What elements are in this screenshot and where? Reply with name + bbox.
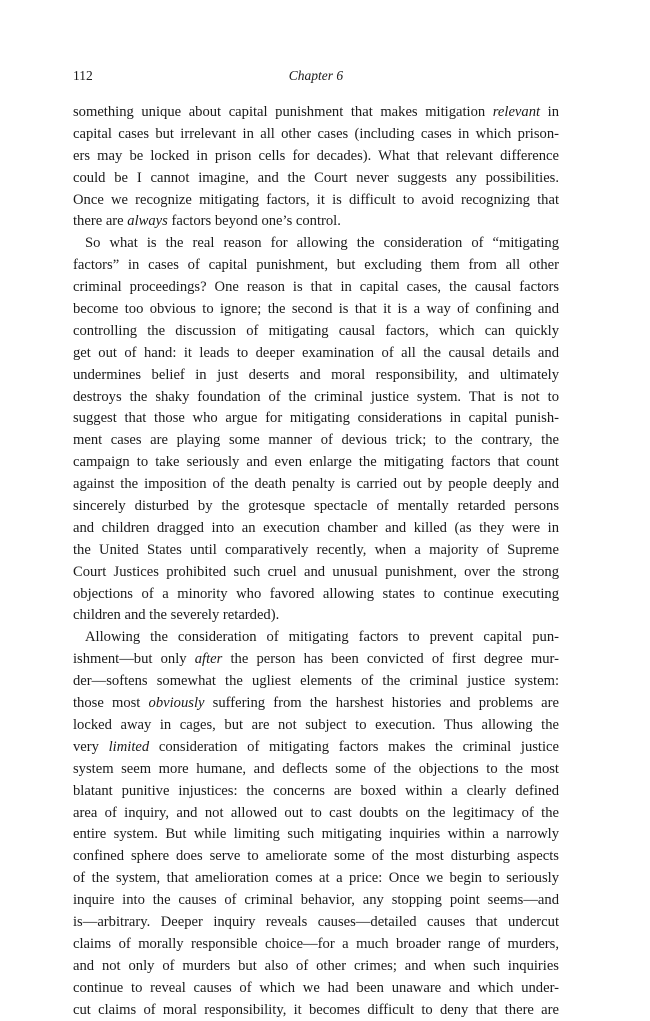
text-line: is—arbitrary. Deeper inquiry reveals causes—detailed causes that undercut xyxy=(73,913,559,930)
text-line: continue to reveal causes of which we had been unaware and which under- xyxy=(73,979,559,996)
text-line: Court Justices prohibited such cruel and unusual punishment, over the strong xyxy=(73,563,559,580)
text-line: suggest that those who argue for mitigating considerations in capital punish- xyxy=(73,410,559,427)
text-line: system seem more humane, and deflects some of the objections to the most xyxy=(73,760,559,777)
text-line: and not only of murders but also of other crimes; and when such inquiries xyxy=(73,957,559,974)
text-line: campaign to take seriously and even enlarge the mitigating factors that count xyxy=(73,454,559,471)
text-line: the United States until comparatively recently, when a majority of Supreme xyxy=(73,541,559,558)
page-header xyxy=(73,68,559,88)
text-line: controlling the discussion of mitigating causal factors, which can quickly xyxy=(73,322,559,339)
text-line: inquire into the causes of criminal behavior, any stopping point seems—and xyxy=(73,892,559,909)
text-line: blatant punitive injustices: the concerns are boxed within a clearly defined xyxy=(73,782,559,799)
text-line: against the imposition of the death penalty is carried out by people deeply and xyxy=(73,476,559,493)
text-line: and children dragged into an execution chamber and killed (as they were in xyxy=(73,519,559,536)
text-line: sincerely disturbed by the grotesque spectacle of mentally retarded persons xyxy=(73,498,559,515)
text-line: become too obvious to ignore; the second is that it is a way of confining and xyxy=(73,301,559,318)
text-line: Allowing the consideration of mitigating factors to prevent capital pun- xyxy=(85,629,559,646)
text-line: get out of hand: it leads to deeper examination of all the causal details and xyxy=(73,344,559,361)
text-line: So what is the real reason for allowing the consideration of “mitigating xyxy=(85,235,559,252)
text-line: factors” in cases of capital punishment, but excluding them from all other xyxy=(73,257,559,274)
text-line: ers may be locked in prison cells for decades). What that relevant difference xyxy=(73,147,559,164)
text-line: very limited consideration of mitigating factors makes the criminal justice xyxy=(73,738,559,755)
text-line: something unique about capital punishment that makes mitigation relevant in xyxy=(73,104,559,120)
text-line: objections of a minority who favored allowing states to continue executing xyxy=(73,585,559,602)
text-line: cut claims of moral responsibility, it becomes difficult to deny that there are xyxy=(73,1001,559,1018)
text-line: area of inquiry, and not allowed out to cast doubts on the legitimacy of the xyxy=(73,804,559,821)
text-line: ishment—but only after the person has been convicted of first degree mur- xyxy=(73,651,559,668)
text-line: criminal proceedings? One reason is that in capital cases, the causal factors xyxy=(73,279,559,296)
page-number: 112 xyxy=(73,68,93,83)
text-line: children and the severely retarded). xyxy=(73,607,280,624)
text-line: capital cases but irrelevant in all other cases (including cases in which prison- xyxy=(73,125,559,142)
text-line: locked away in cages, but are not subject to execution. Thus allowing the xyxy=(73,716,559,733)
text-line: of the system, that amelioration comes at a price: Once we begin to seriously xyxy=(73,870,559,887)
text-line: confined sphere does serve to ameliorate some of the most disturbing aspects xyxy=(73,848,559,865)
text-line: those most obviously suffering from the harshest histories and problems are xyxy=(73,695,559,712)
text-line: there are always factors beyond one’s control. xyxy=(73,213,341,230)
body-text xyxy=(73,102,559,1021)
text-line: ment cases are playing some manner of devious trick; to the contrary, the xyxy=(73,432,559,449)
text-line: entire system. But while limiting such mitigating inquiries within a narrowly xyxy=(73,826,559,843)
text-line: claims of morally responsible choice—for a much broader range of murders, xyxy=(73,935,559,952)
text-line: undermines belief in just deserts and moral responsibility, and ultimately xyxy=(73,366,559,383)
text-line: could be I cannot imagine, and the Court never suggests any possibilities. xyxy=(73,169,559,186)
text-line: der—softens somewhat the ugliest elements of the criminal justice system: xyxy=(73,673,559,690)
running-title: Chapter 6 xyxy=(288,68,344,83)
text-line: destroys the shaky foundation of the criminal justice system. That is not to xyxy=(73,388,559,405)
text-line: Once we recognize mitigating factors, it is difficult to avoid recognizing that xyxy=(73,191,559,208)
